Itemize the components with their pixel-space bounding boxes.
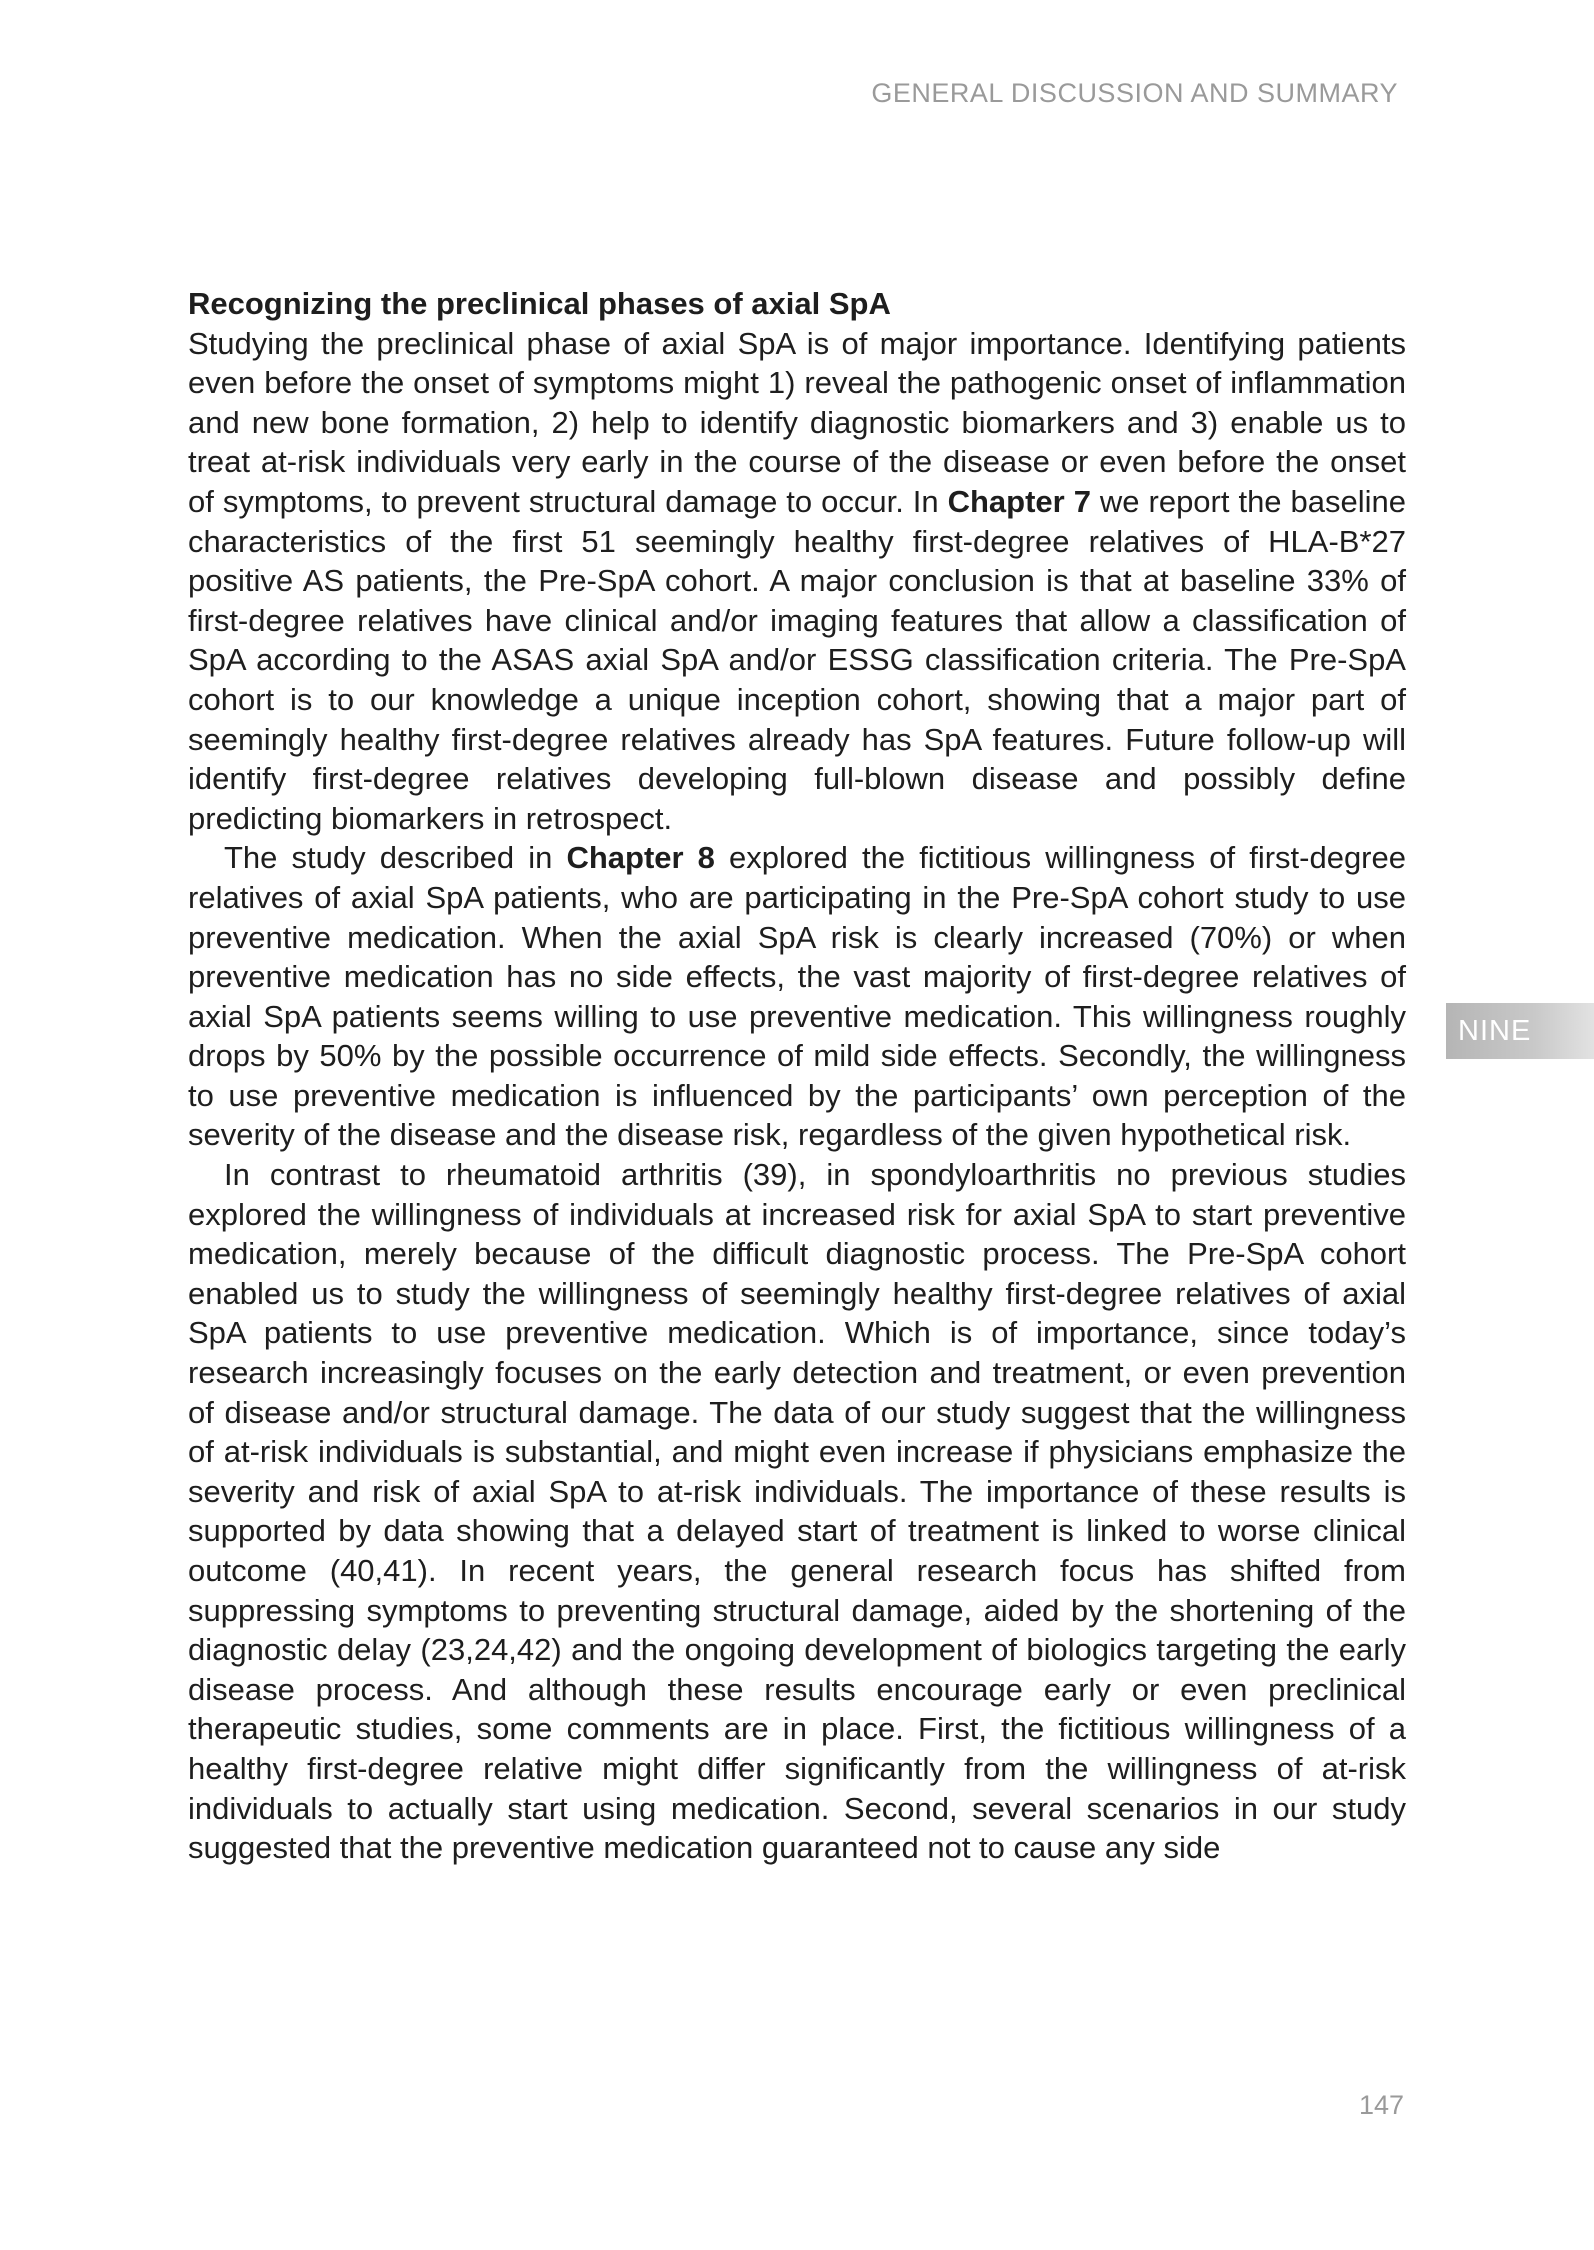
paragraph-1-text-end: we report the baseline characteristics of the first 51 seemingly healthy first-degree relatives of HLA-B*27 positive AS patients, the Pre-SpA cohort. A major conclusion is that at baseline 33% of first-degree relatives have clinical and/or imaging features that allow a classification of SpA according to the ASAS axial SpA and/or ESSG classification criteria. The Pre-SpA cohort is to our knowledge a unique inception cohort, showing that a major part of seemingly healthy first-degree relatives already has SpA features. Future follow-up will identify first-degree relatives developing full-blown disease and possibly define predicting biomarkers in retrospect.	[188, 483, 1406, 836]
paragraph-2	[188, 838, 1406, 1155]
chapter-7-reference: Chapter 7	[947, 483, 1091, 519]
running-header: GENERAL DISCUSSION AND SUMMARY	[871, 78, 1398, 108]
paragraph-1	[188, 324, 1406, 839]
paragraph-1-text-start: Studying the preclinical phase of axial SpA is of major importance. Identifying patients even before the onset of symptoms might 1) reveal the pathogenic onset of inflammation and new bone formation, 2) help to identify diagnostic biomarkers and 3) enable us to treat at-risk individuals very early in the course of the disease or even before the onset of symptoms, to prevent structural damage to occur. In	[188, 325, 1406, 519]
paragraph-2-text-start: The study described in	[224, 840, 567, 876]
paragraph-3: In contrast to rheumatoid arthritis (39), in spondyloarthritis no previous studies explored the willingness of individuals at increased risk for axial SpA to start preventive medication, merely because of the difficult diagnostic process. The Pre-SpA cohort enabled us to study the willingness of seemingly healthy first-degree relatives of axial SpA patients to use preventive medication. Which is of importance, since today’s research increasingly focuses on the early detection and treatment, or even prevention of disease and/or structural damage. The data of our study suggest that the willingness of at-risk individuals is substantial, and might even increase if physicians emphasize the severity and risk of axial SpA to at-risk individuals. The importance of these results is supported by data showing that a delayed start of treatment is linked to worse clinical outcome (40,41). In recent years, the general research focus has shifted from suppressing symptoms to preventing structural damage, aided by the shortening of the diagnostic delay (23,24,42) and the ongoing development of biologics targeting the early disease process. And although these results encourage early or even preclinical therapeutic studies, some comments are in place. First, the fictitious willingness of a healthy first-degree relative might differ significantly from the willingness of at-risk individuals to actually start using medication. Second, several scenarios in our study suggested that the preventive medication guaranteed not to cause any side	[188, 1157, 1406, 1866]
chapter-tab: NINE	[1446, 1003, 1594, 1059]
main-text-column	[188, 284, 1406, 1868]
chapter-8-reference: Chapter 8	[566, 840, 715, 876]
section-heading: Recognizing the preclinical phases of axial SpA	[188, 286, 891, 321]
paragraph-2-text-end: explored the fictitious willingness of first-degree relatives of axial SpA patients, who are participating in the Pre-SpA cohort study to use preventive medication. When the axial SpA risk is clearly increased (70%) or when preventive medication has no side effects, the vast majority of first-degree relatives of axial SpA patients seems willing to use preventive medication. This willingness roughly drops by 50% by the possible occurrence of mild side effects. Secondly, the willingness to use preventive medication is influenced by the participants’ own perception of the severity of the disease and the disease risk, regardless of the given hypothetical risk.	[188, 840, 1406, 1153]
page-number: 147	[1358, 2090, 1404, 2120]
